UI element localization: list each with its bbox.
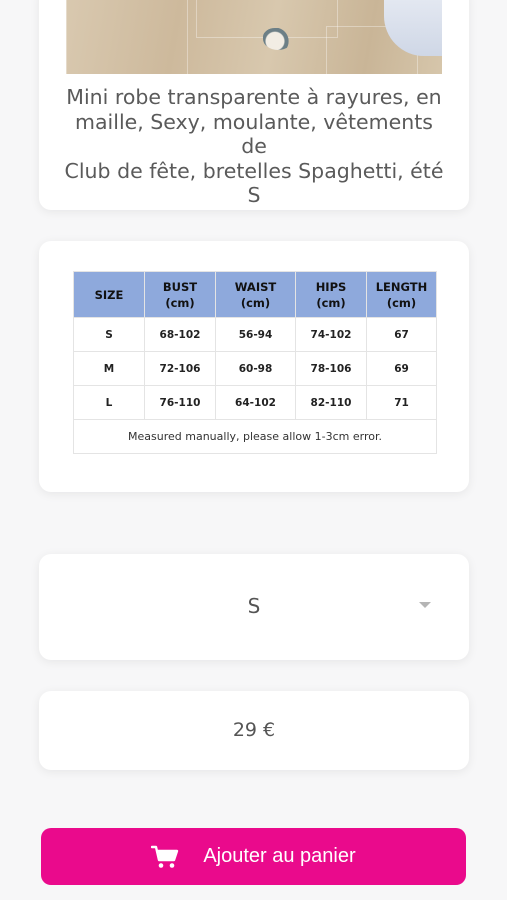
- table-cell: 56-94: [216, 318, 296, 352]
- table-cell: 64-102: [216, 386, 296, 420]
- product-image[interactable]: [66, 0, 442, 74]
- table-cell: M: [74, 352, 145, 386]
- table-cell: 72-106: [145, 352, 216, 386]
- product-card: [39, 0, 469, 210]
- chevron-down-icon[interactable]: [419, 602, 431, 608]
- size-chart-note-row: [74, 420, 437, 454]
- floor-tile: [66, 0, 188, 74]
- product-title: [59, 85, 449, 208]
- table-cell: 78-106: [296, 352, 367, 386]
- table-row: [74, 352, 437, 386]
- size-chart-header-cell: WAIST (cm): [216, 272, 296, 318]
- product-title-line: Club de fête, bretelles Spaghetti, été: [64, 158, 444, 183]
- table-cell: 82-110: [296, 386, 367, 420]
- size-chart-note: Measured manually, please allow 1-3cm error.: [74, 420, 437, 454]
- table-cell: 69: [367, 352, 437, 386]
- table-row: [74, 386, 437, 420]
- add-to-cart-label: Ajouter au panier: [203, 845, 356, 867]
- size-chart-card: [39, 241, 469, 492]
- table-cell: 68-102: [145, 318, 216, 352]
- product-title-line: maille, Sexy, moulante, vêtements de: [75, 109, 433, 158]
- product-variant-line: S: [247, 183, 261, 207]
- add-to-cart-button[interactable]: [41, 828, 466, 885]
- size-chart-header-cell: LENGTH (cm): [367, 272, 437, 318]
- table-cell: S: [74, 318, 145, 352]
- price-card: [39, 691, 469, 770]
- table-cell: 76-110: [145, 386, 216, 420]
- table-cell: 67: [367, 318, 437, 352]
- table-cell: 74-102: [296, 318, 367, 352]
- size-chart-table: [73, 271, 437, 454]
- shopping-cart-icon: [151, 845, 179, 869]
- size-chart-header-cell: SIZE: [74, 272, 145, 318]
- size-chart-header-cell: BUST (cm): [145, 272, 216, 318]
- shoe-graphic: [263, 28, 293, 50]
- size-chart-header-row: [74, 272, 437, 318]
- product-title-line: Mini robe transparente à rayures, en: [66, 85, 442, 109]
- price-label: 29 €: [232, 719, 276, 741]
- table-cell: L: [74, 386, 145, 420]
- table-row: [74, 318, 437, 352]
- size-select[interactable]: [39, 554, 469, 660]
- size-select-value: S: [247, 594, 261, 618]
- table-cell: 60-98: [216, 352, 296, 386]
- table-cell: 71: [367, 386, 437, 420]
- size-chart-header-cell: HIPS (cm): [296, 272, 367, 318]
